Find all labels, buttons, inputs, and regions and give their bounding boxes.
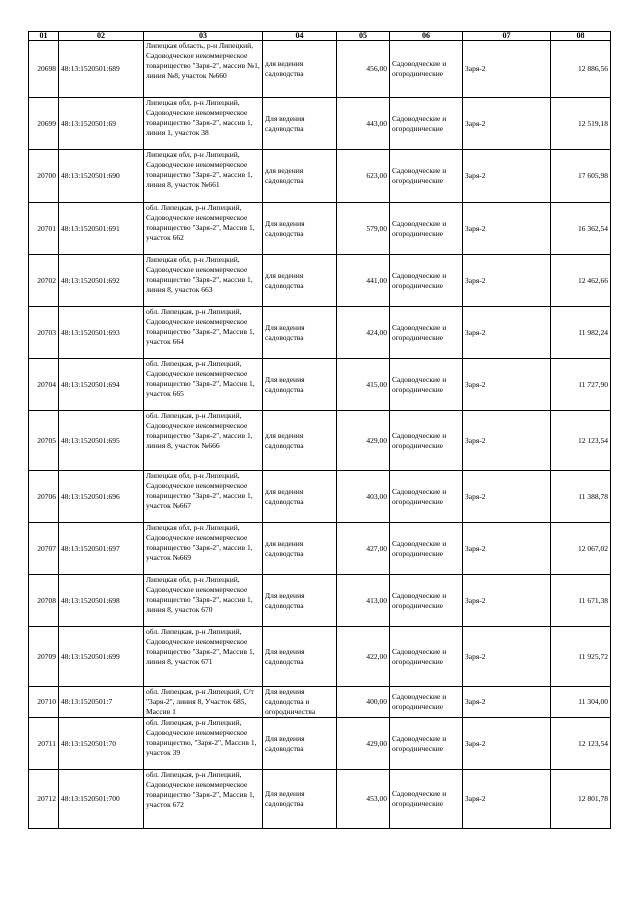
address-text: обл. Липецкая, р-н Липецкий, Садоводческое некоммерческое товарищество "Заря-2", массив 1, линия 8, участок №666 bbox=[146, 411, 253, 450]
land-category-cell: Садоводческие и огороднические bbox=[390, 687, 463, 718]
address-cell bbox=[144, 41, 263, 98]
land-category-cell: Садоводческие и огороднические bbox=[390, 523, 463, 575]
land-category-cell: Садоводческие и огороднические bbox=[390, 307, 463, 359]
permitted-use-cell: для ведения садоводства bbox=[263, 41, 337, 98]
area-cell: 400,00 bbox=[337, 687, 390, 718]
cadastral-value-cell: 11 727,90 bbox=[551, 359, 611, 411]
area-cell: 427,00 bbox=[337, 523, 390, 575]
cadastral-number-cell: 48:13:1520501:691 bbox=[59, 203, 144, 255]
area-cell: 453,00 bbox=[337, 770, 390, 829]
cadastral-value-cell: 12 462,66 bbox=[551, 255, 611, 307]
table-row bbox=[29, 150, 611, 203]
table-row bbox=[29, 41, 611, 98]
association-name-cell: Заря-2 bbox=[463, 98, 551, 150]
permitted-use-cell: для ведения садоводства bbox=[263, 150, 337, 203]
permitted-use-cell: Для ведения садоводства bbox=[263, 359, 337, 411]
cadastral-value-cell: 17 605,98 bbox=[551, 150, 611, 203]
col-header-02: 02 bbox=[59, 32, 144, 41]
table-row bbox=[29, 627, 611, 687]
association-name-cell: Заря-2 bbox=[463, 471, 551, 523]
cadastral-number-cell: 48:13:1520501:690 bbox=[59, 150, 144, 203]
address-text: Липецкая обл, р-н Липецкий, Садоводческое некоммерческое товарищество "Заря-2", массив 1, участок №667 bbox=[146, 471, 253, 510]
area-cell: 413,00 bbox=[337, 575, 390, 627]
area-cell: 456,00 bbox=[337, 41, 390, 98]
permitted-use-cell: для ведения садоводства bbox=[263, 471, 337, 523]
permitted-use-cell: Для ведения садоводства bbox=[263, 627, 337, 687]
association-name-cell: Заря-2 bbox=[463, 523, 551, 575]
cadastral-number-cell: 48:13:1520501:69 bbox=[59, 98, 144, 150]
cadastral-value-cell: 12 801,78 bbox=[551, 770, 611, 829]
address-cell bbox=[144, 471, 263, 523]
row-number-cell: 20703 bbox=[29, 307, 59, 359]
address-cell bbox=[144, 770, 263, 829]
land-category-cell: Садоводческие и огороднические bbox=[390, 471, 463, 523]
table-row bbox=[29, 718, 611, 770]
area-cell: 422,00 bbox=[337, 627, 390, 687]
land-category-cell: Садоводческие и огороднические bbox=[390, 575, 463, 627]
address-text: обл. Липецкая, р-н Липецкий, Садоводческое некоммерческое товарищество, "Заря-2", Массив 1, участок 39 bbox=[146, 718, 257, 757]
document-page bbox=[28, 31, 611, 829]
cadastral-table bbox=[28, 31, 611, 829]
table-row bbox=[29, 411, 611, 471]
address-text: обл. Липецкая, р-н Липецкий, Садоводческое некоммерческое товарищество "Заря-2", Массив 1, участок 672 bbox=[146, 770, 255, 809]
address-text: Липецкая область, р-н Липецкий, Садоводческое некоммерческое товарищество "Заря-2", массив №1, линия №8, участок №660 bbox=[146, 41, 260, 80]
association-name-cell: Заря-2 bbox=[463, 687, 551, 718]
cadastral-number-cell: 48:13:1520501:695 bbox=[59, 411, 144, 471]
permitted-use-cell: Для ведения садоводства bbox=[263, 770, 337, 829]
address-text: обл. Липецкая, р-н Липецкий, Садоводческое некоммерческое товарищество "Заря-2", Массив 1, участок 665 bbox=[146, 359, 255, 398]
cadastral-number-cell: 48:13:1520501:698 bbox=[59, 575, 144, 627]
cadastral-number-cell: 48:13:1520501:694 bbox=[59, 359, 144, 411]
address-text: обл. Липецкая, р-н Липецкий, Садоводческое некоммерческое товарищество "Заря-2", Массив 1, линия 8, участок 671 bbox=[146, 627, 255, 666]
table-row bbox=[29, 575, 611, 627]
land-category-cell: Садоводческие и огороднические bbox=[390, 98, 463, 150]
cadastral-value-cell: 12 123,54 bbox=[551, 411, 611, 471]
row-number-cell: 20708 bbox=[29, 575, 59, 627]
table-row bbox=[29, 255, 611, 307]
row-number-cell: 20698 bbox=[29, 41, 59, 98]
table-row bbox=[29, 471, 611, 523]
col-header-08: 08 bbox=[551, 32, 611, 41]
table-row bbox=[29, 359, 611, 411]
address-text: Липецкая обл, р-н Липецкий, Садоводческое некоммерческое товарищество "Заря-2", массив 1, участок №669 bbox=[146, 523, 253, 562]
cadastral-number-cell: 48:13:1520501:696 bbox=[59, 471, 144, 523]
permitted-use-cell: Для ведения садоводства bbox=[263, 98, 337, 150]
land-category-cell: Садоводческие и огороднические bbox=[390, 203, 463, 255]
association-name-cell: Заря-2 bbox=[463, 150, 551, 203]
cadastral-number-cell: 48:13:1520501:689 bbox=[59, 41, 144, 98]
address-cell bbox=[144, 98, 263, 150]
association-name-cell: Заря-2 bbox=[463, 627, 551, 687]
col-header-01: 01 bbox=[29, 32, 59, 41]
row-number-cell: 20706 bbox=[29, 471, 59, 523]
table-row bbox=[29, 523, 611, 575]
land-category-cell: Садоводческие и огороднические bbox=[390, 770, 463, 829]
address-cell bbox=[144, 359, 263, 411]
cadastral-value-cell: 11 304,00 bbox=[551, 687, 611, 718]
area-cell: 429,00 bbox=[337, 718, 390, 770]
row-number-cell: 20704 bbox=[29, 359, 59, 411]
area-cell: 415,00 bbox=[337, 359, 390, 411]
area-cell: 443,00 bbox=[337, 98, 390, 150]
table-row bbox=[29, 98, 611, 150]
association-name-cell: Заря-2 bbox=[463, 770, 551, 829]
row-number-cell: 20711 bbox=[29, 718, 59, 770]
address-cell bbox=[144, 718, 263, 770]
cadastral-value-cell: 11 388,78 bbox=[551, 471, 611, 523]
address-cell bbox=[144, 307, 263, 359]
cadastral-value-cell: 11 925,72 bbox=[551, 627, 611, 687]
table-row bbox=[29, 203, 611, 255]
cadastral-value-cell: 11 671,38 bbox=[551, 575, 611, 627]
permitted-use-cell: Для ведения садоводства и огородничества bbox=[263, 687, 337, 718]
address-cell bbox=[144, 203, 263, 255]
row-number-cell: 20710 bbox=[29, 687, 59, 718]
address-cell bbox=[144, 523, 263, 575]
row-number-cell: 20701 bbox=[29, 203, 59, 255]
row-number-cell: 20702 bbox=[29, 255, 59, 307]
association-name-cell: Заря-2 bbox=[463, 575, 551, 627]
address-text: обл. Липецкая, р-н Липецкий, Садоводческое некоммерческое товарищество "Заря-2", Массив 1, участок 662 bbox=[146, 203, 255, 242]
land-category-cell: Садоводческие и огороднические bbox=[390, 255, 463, 307]
row-number-cell: 20712 bbox=[29, 770, 59, 829]
col-header-03: 03 bbox=[144, 32, 263, 41]
col-header-06: 06 bbox=[390, 32, 463, 41]
address-text: Липецкая обл, р-н Липецкий, Садоводческое некоммерческое товарищество "Заря-2", массив 1, линия 8, участок №661 bbox=[146, 150, 253, 189]
cadastral-value-cell: 12 123,54 bbox=[551, 718, 611, 770]
permitted-use-cell: Для ведения садоводства bbox=[263, 307, 337, 359]
cadastral-value-cell: 16 362,54 bbox=[551, 203, 611, 255]
cadastral-number-cell: 48:13:1520501:699 bbox=[59, 627, 144, 687]
land-category-cell: Садоводческие и огороднические bbox=[390, 150, 463, 203]
address-text: Липецкая обл, р-н Липецкий, Садоводческое некоммерческое товарищество "Заря-2", массив 1, линия 8, участок 663 bbox=[146, 255, 253, 294]
association-name-cell: Заря-2 bbox=[463, 255, 551, 307]
cadastral-number-cell: 48:13:1520501:692 bbox=[59, 255, 144, 307]
address-text: Липецкая обл, р-н Липецкий, Садоводческое некоммерческое товарищество "Заря-2", массив 1, линия 8, участок 670 bbox=[146, 575, 253, 614]
cadastral-number-cell: 48:13:1520501:697 bbox=[59, 523, 144, 575]
area-cell: 623,00 bbox=[337, 150, 390, 203]
address-cell bbox=[144, 411, 263, 471]
cadastral-value-cell: 12 886,56 bbox=[551, 41, 611, 98]
cadastral-number-cell: 48:13:1520501:70 bbox=[59, 718, 144, 770]
permitted-use-cell: Для ведения садоводства bbox=[263, 203, 337, 255]
address-cell bbox=[144, 575, 263, 627]
col-header-05: 05 bbox=[337, 32, 390, 41]
row-number-cell: 20705 bbox=[29, 411, 59, 471]
table-row bbox=[29, 687, 611, 718]
address-cell bbox=[144, 627, 263, 687]
cadastral-number-cell: 48:13:1520501:7 bbox=[59, 687, 144, 718]
association-name-cell: Заря-2 bbox=[463, 41, 551, 98]
address-text: Липецкая обл, р-н Липецкий, Садоводческое некоммерческое товарищество "Заря-2", массив 1, линия 1, участок 38 bbox=[146, 98, 253, 137]
address-text: обл. Липецкая, р-н Липецкий, С/т "Заря-2", линия 8, Участок 685, Массив 1 bbox=[146, 687, 254, 716]
cadastral-number-cell: 48:13:1520501:700 bbox=[59, 770, 144, 829]
association-name-cell: Заря-2 bbox=[463, 307, 551, 359]
address-cell bbox=[144, 687, 263, 718]
association-name-cell: Заря-2 bbox=[463, 359, 551, 411]
area-cell: 403,00 bbox=[337, 471, 390, 523]
permitted-use-cell: для ведения садоводства bbox=[263, 255, 337, 307]
row-number-cell: 20707 bbox=[29, 523, 59, 575]
row-number-cell: 20700 bbox=[29, 150, 59, 203]
cadastral-value-cell: 12 519,18 bbox=[551, 98, 611, 150]
table-row bbox=[29, 770, 611, 829]
area-cell: 429,00 bbox=[337, 411, 390, 471]
land-category-cell: Садоводческие и огороднические bbox=[390, 359, 463, 411]
land-category-cell: Садоводческие и огороднические bbox=[390, 41, 463, 98]
land-category-cell: Садоводческие и огороднические bbox=[390, 627, 463, 687]
header-row bbox=[29, 32, 611, 41]
row-number-cell: 20709 bbox=[29, 627, 59, 687]
association-name-cell: Заря-2 bbox=[463, 411, 551, 471]
permitted-use-cell: Для ведения садоводства bbox=[263, 718, 337, 770]
address-cell bbox=[144, 150, 263, 203]
land-category-cell: Садоводческие и огороднические bbox=[390, 411, 463, 471]
area-cell: 424,00 bbox=[337, 307, 390, 359]
land-category-cell: Садоводческие и огороднические bbox=[390, 718, 463, 770]
table-row bbox=[29, 307, 611, 359]
col-header-07: 07 bbox=[463, 32, 551, 41]
permitted-use-cell: Для ведения садоводства bbox=[263, 575, 337, 627]
cadastral-number-cell: 48:13:1520501:693 bbox=[59, 307, 144, 359]
permitted-use-cell: для ведения садоводства bbox=[263, 411, 337, 471]
row-number-cell: 20699 bbox=[29, 98, 59, 150]
address-text: обл. Липецкая, р-н Липецкий, Садоводческое некоммерческое товарищество "Заря-2", Массив 1, участок 664 bbox=[146, 307, 255, 346]
cadastral-value-cell: 12 067,02 bbox=[551, 523, 611, 575]
area-cell: 579,00 bbox=[337, 203, 390, 255]
area-cell: 441,00 bbox=[337, 255, 390, 307]
col-header-04: 04 bbox=[263, 32, 337, 41]
association-name-cell: Заря-2 bbox=[463, 718, 551, 770]
association-name-cell: Заря-2 bbox=[463, 203, 551, 255]
cadastral-value-cell: 11 982,24 bbox=[551, 307, 611, 359]
address-cell bbox=[144, 255, 263, 307]
permitted-use-cell: для ведения садоводства bbox=[263, 523, 337, 575]
